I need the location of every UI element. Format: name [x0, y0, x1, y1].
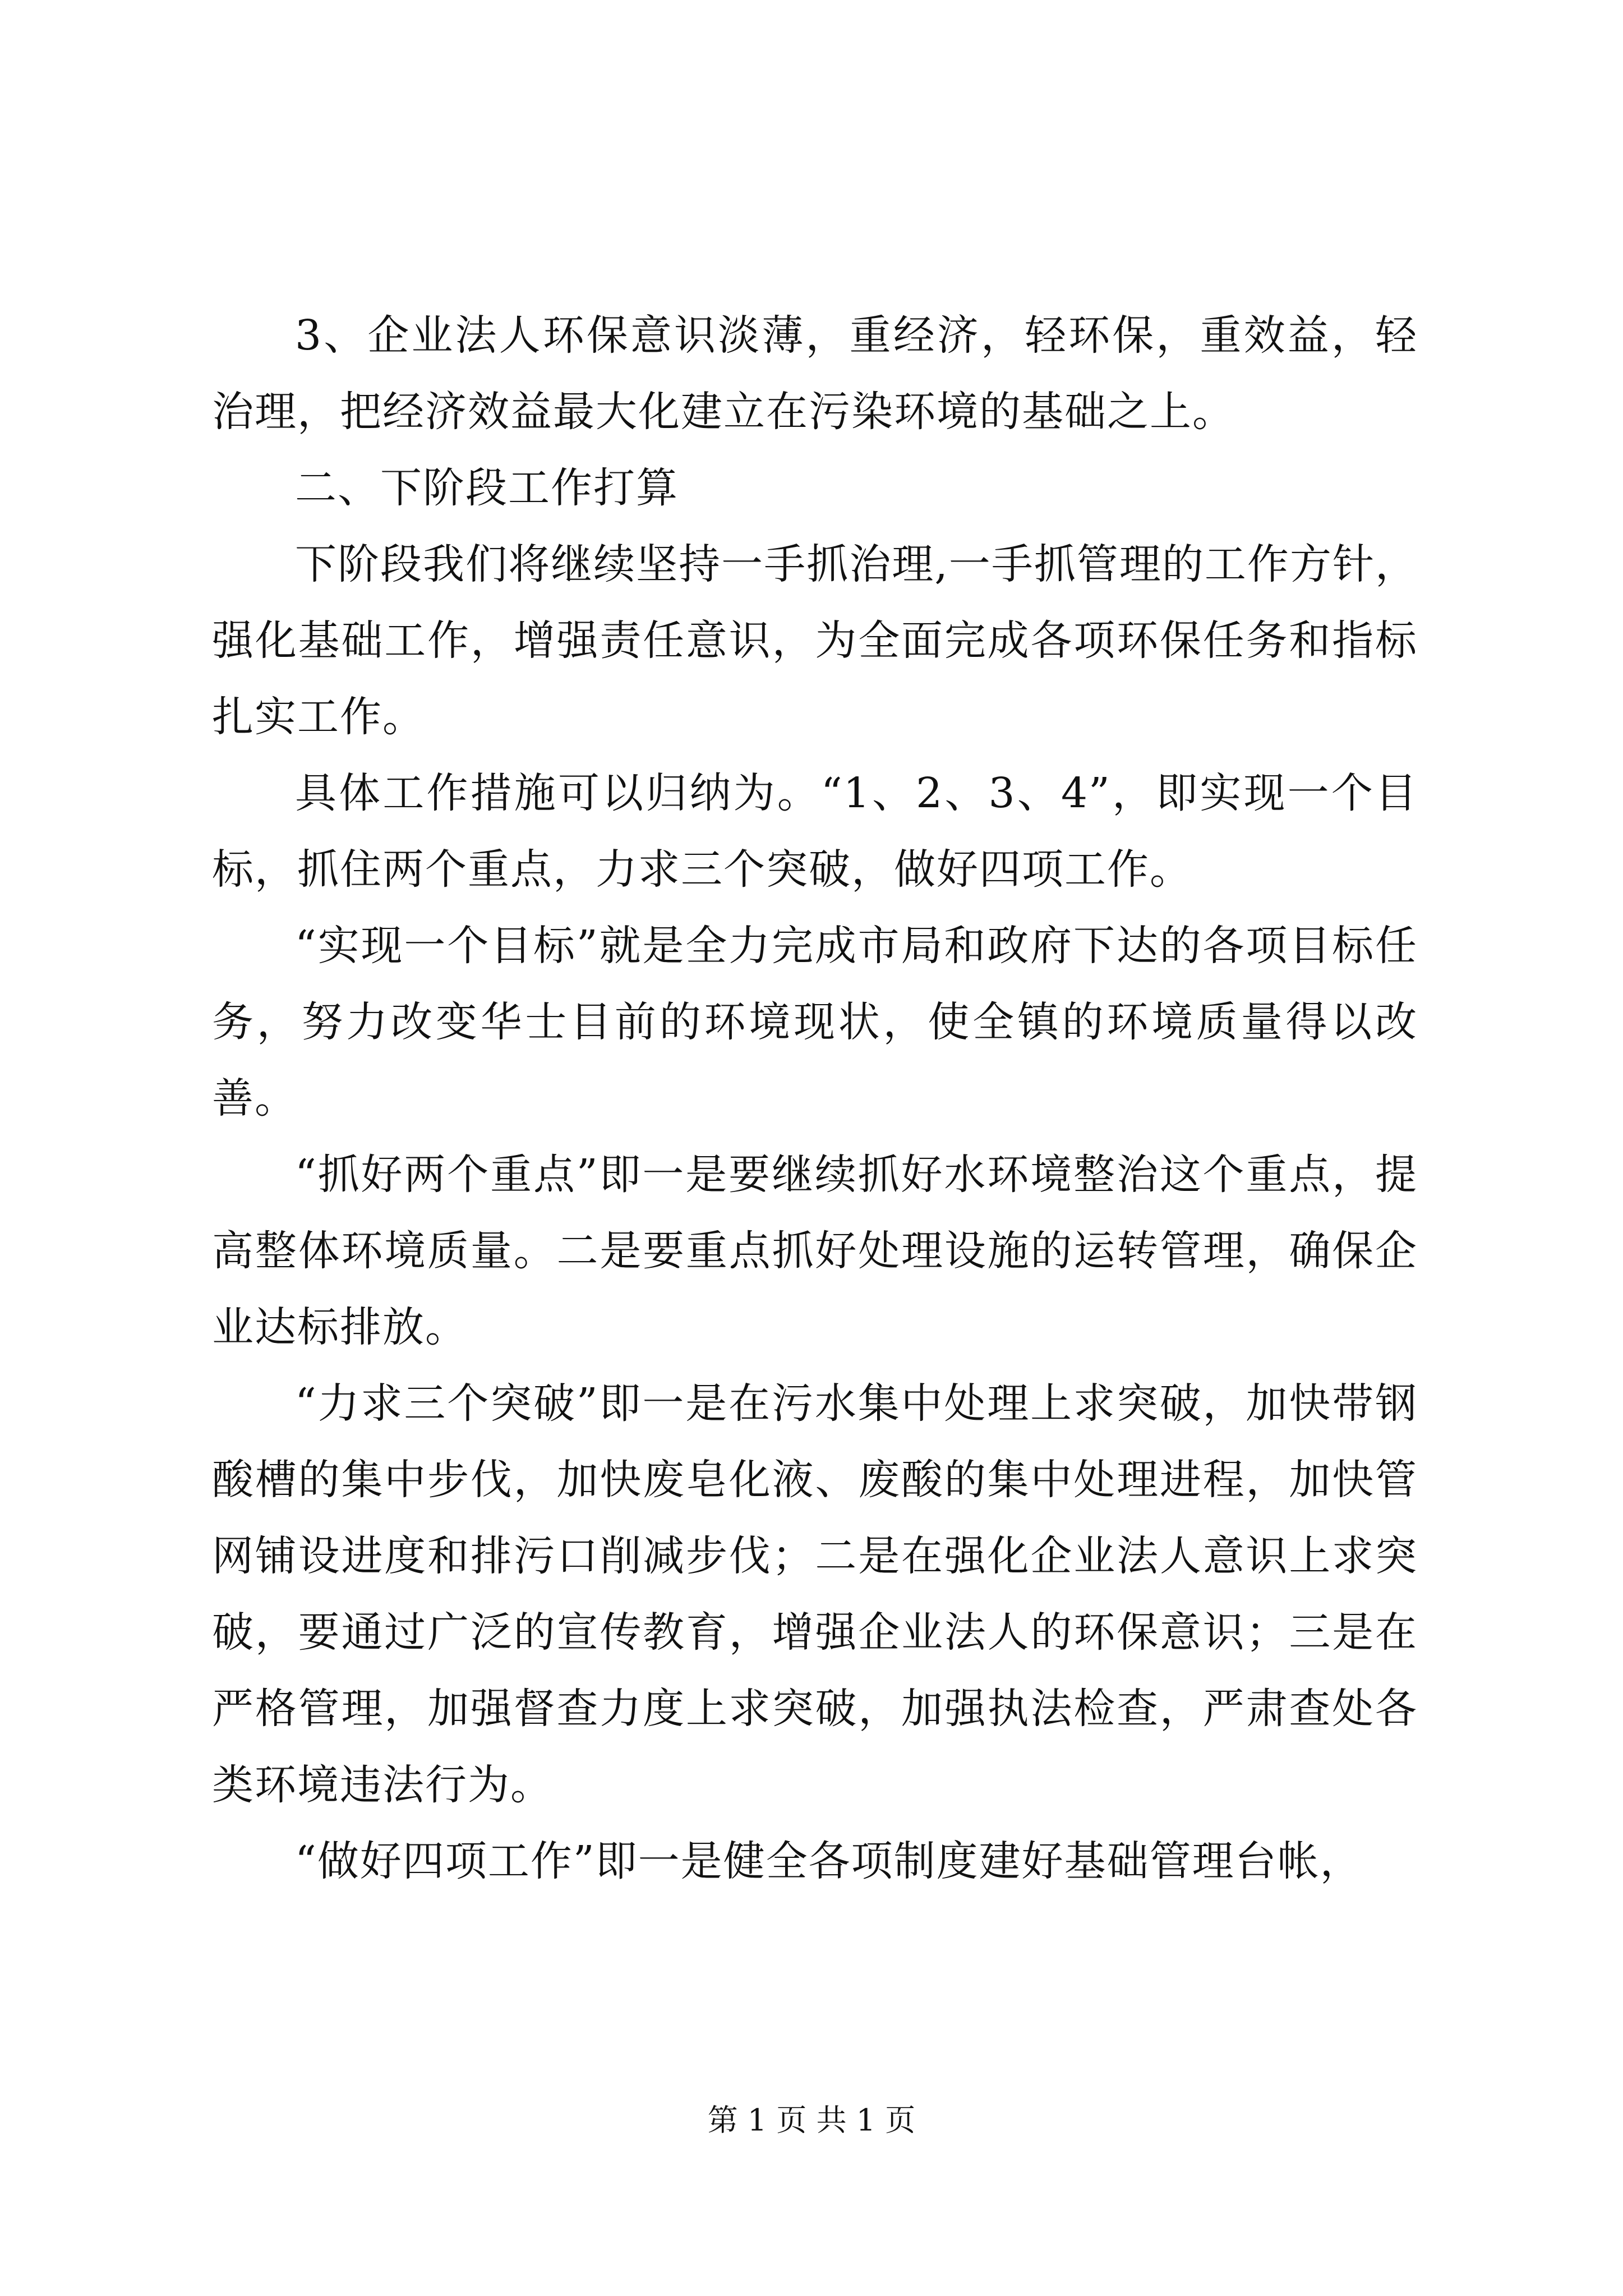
document-body	[212, 297, 1418, 1899]
section-heading-next-plan: 二、下阶段工作打算	[295, 464, 679, 512]
page-number-footer: 第 1 页 共 1 页	[707, 2102, 916, 2138]
paragraph-one-goal: “实现一个目标”就是全力完成市局和政府下达的各项目标任务，努力改变华士目前的环境现状，使全镇的环境质量得以改善。	[212, 922, 1418, 1122]
paragraph-two-priorities: “抓好两个重点”即一是要继续抓好水环境整治这个重点，提高整体环境质量。二是要重点抓好处理设施的运转管理，确保企业达标排放。	[212, 1151, 1418, 1351]
paragraph-four-tasks: “做好四项工作”即一是健全各项制度建好基础管理台帐，	[295, 1837, 1363, 1885]
paragraph-issue-3: 3、企业法人环保意识淡薄，重经济，轻环保，重效益，轻治理，把经济效益最大化建立在污染环境的基础之上。	[212, 311, 1418, 436]
paragraph-measures-summary: 具体工作措施可以归纳为。“1、2、3、4”，即实现一个目标，抓住两个重点，力求三个突破，做好四项工作。	[212, 769, 1418, 894]
paragraph-three-breakthroughs: “力求三个突破”即一是在污水集中处理上求突破，加快带钢酸槽的集中步伐，加快废皂化液、废酸的集中处理进程，加快管网铺设进度和排污口削减步伐；二是在强化企业法人意识上求突破，要通过广泛的宣传教育，增强企业法人的环保意识；三是在严格管理，加强督查力度上求突破，加强执法检查，严肃查处各类环境违法行为。	[212, 1379, 1418, 1809]
paragraph-work-policy: 下阶段我们将继续坚持一手抓治理,一手抓管理的工作方针，强化基础工作，增强责任意识，为全面完成各项环保任务和指标扎实工作。	[212, 540, 1418, 741]
